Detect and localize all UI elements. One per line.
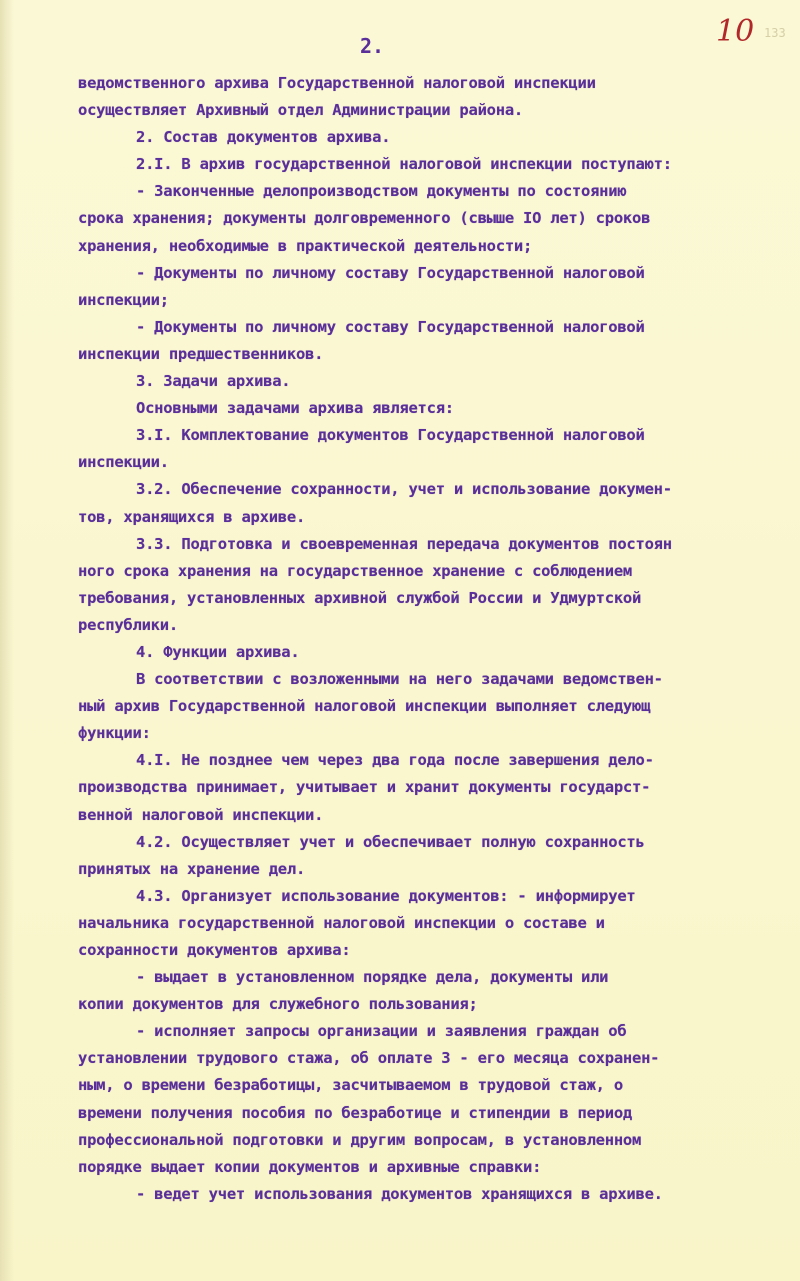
list-item: - Документы по личному составу Государственной налоговой <box>136 317 645 336</box>
text-line: 3.2. Обеспечение сохранности, учет и использование докумен- <box>136 480 672 499</box>
text-line: порядке выдает копии документов и архивные справки: <box>78 1157 542 1176</box>
page-number: 2. <box>360 34 385 58</box>
text-line: принятых на хранение дел. <box>78 859 306 878</box>
text-line: 2.I. В архив государственной налоговой инспекции поступают: <box>136 155 672 174</box>
text-line: срока хранения; документы долговременного (свыше IO лет) сроков <box>78 209 651 228</box>
text-line: установлении трудового стажа, об оплате 3 - его месяца сохранен- <box>78 1049 660 1068</box>
text-line: 4.I. Не позднее чем через два года после завершения дело- <box>136 751 654 770</box>
text-line: ный архив Государственной налоговой инспекции выполняет следующ <box>78 697 651 716</box>
text-line: сохранности документов архива: <box>78 941 351 959</box>
page-edge-shadow <box>0 0 14 1281</box>
sheet-number-handwritten: 10 <box>716 14 755 49</box>
section-heading: 3. Задачи архива. <box>136 372 291 391</box>
text-line: ного срока хранения на государственное хранение с соблюдением <box>78 561 632 580</box>
section-heading: 2. Состав документов архива. <box>136 128 391 147</box>
text-line: производства принимает, учитывает и хранит документы государст- <box>78 778 651 797</box>
text-line: копии документов для служебного пользования; <box>78 995 478 1014</box>
text-line: В соответствии с возложенными на него задачами ведомствен- <box>136 670 663 689</box>
text-line: требования, установленных архивной службой России и Удмуртской <box>78 588 642 607</box>
list-item: - исполняет запросы организации и заявления граждан об <box>136 1022 627 1041</box>
text-line: осуществляет Архивный отдел Администрации района. <box>78 101 524 120</box>
text-line: республики. <box>78 615 178 634</box>
text-line: ным, о времени безработицы, засчитываемом в трудовой стаж, о <box>78 1076 623 1095</box>
list-item: - выдает в установленном порядке дела, документы или <box>136 968 609 987</box>
text-line: функции: <box>78 724 151 743</box>
text-line: тов, хранящихся в архиве. <box>78 507 306 526</box>
text-line: профессиональной подготовки и другим вопросам, в установленном <box>78 1130 642 1149</box>
text-line: венной налоговой инспекции. <box>78 805 324 824</box>
document-body <box>78 70 790 1208</box>
text-line: хранения, необходимые в практической деятельности; <box>78 236 533 255</box>
text-line: инспекции предшественников. <box>78 344 324 363</box>
text-line: 3.3. Подготовка и своевременная передача документов постоян <box>136 534 672 553</box>
text-line: ведомственного архива Государственной налоговой инспекции <box>78 74 596 92</box>
text-line: инспекции; <box>78 290 169 309</box>
list-item: - Документы по личному составу Государственной налоговой <box>136 263 645 282</box>
sheet-number-faded: 133 <box>764 26 786 40</box>
text-line: Основными задачами архива является: <box>136 399 454 418</box>
text-line: 4.2. Осуществляет учет и обеспечивает полную сохранность <box>136 832 645 851</box>
text-line: времени получения пособия по безработице и стипендии в период <box>78 1103 632 1122</box>
list-item: - Законченные делопроизводством документы по состоянию <box>136 182 627 201</box>
text-line: 3.I. Комплектование документов Государственной налоговой <box>136 426 645 445</box>
section-heading: 4. Функции архива. <box>136 642 300 661</box>
text-line: начальника государственной налоговой инспекции о составе и <box>78 913 605 932</box>
text-line: инспекции. <box>78 453 169 472</box>
text-line: 4.3. Организует использование документов: - информирует <box>136 886 636 905</box>
list-item: - ведет учет использования документов хранящихся в архиве. <box>136 1184 663 1203</box>
